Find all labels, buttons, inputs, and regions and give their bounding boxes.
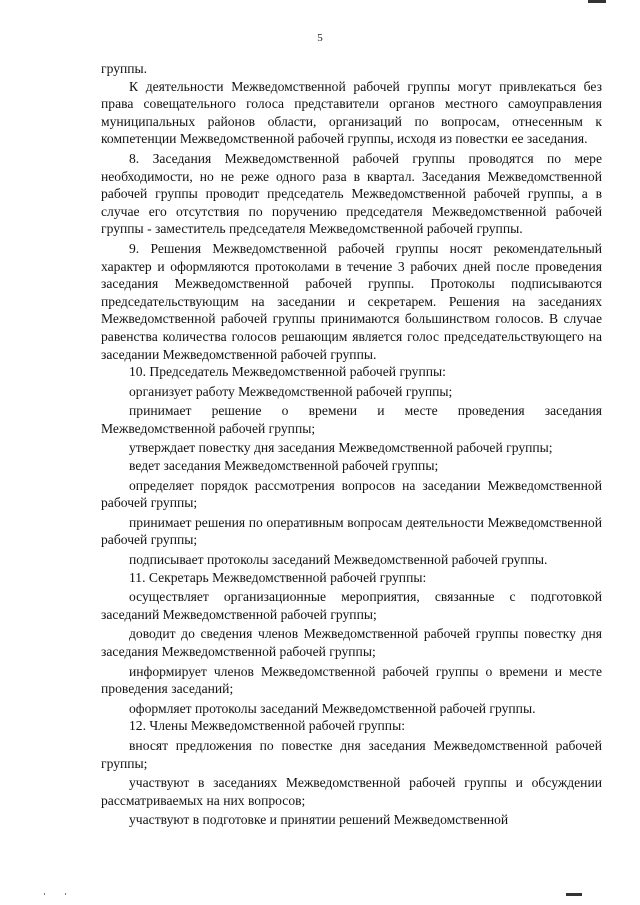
list-item-secretary-duty: доводит до сведения членов Межведомственной рабочей группы повестку дня заседания Межведомственной рабочей группы; [101, 626, 602, 659]
page-number: 5 [317, 32, 323, 44]
list-item-secretary-duty: оформляет протоколы заседаний Межведомственной рабочей группы. [129, 700, 536, 716]
list-item-member-duty: вносят предложения по повестке дня заседания Межведомственной рабочей группы; [101, 737, 602, 771]
paragraph-item-9-decisions: 9. Решения Межведомственной рабочей группы носят рекомендательный характер и оформляются протоколами в течение 3 рабочих дней после проведения заседания Межведомственной рабочей группы. Протоколы подписываются председательствующим на заседании и секретарем. Решения на заседаниях Межведомственной рабочей группы принимаются большинством голосов. В случае равенства количества голосов решающим является голос председательствующего на заседании Межведомственной рабочей группы. [101, 240, 602, 362]
list-item-secretary-duty: осуществляет организационные мероприятия, связанные с подготовкой заседаний Межведомственной рабочей группы; [101, 589, 602, 622]
list-item-chair-duty: ведет заседания Межведомственной рабочей группы; [129, 458, 439, 474]
list-item-chair-duty: принимает решения по оперативным вопросам деятельности Межведомственной рабочей группы; [101, 514, 602, 548]
scan-artifact-mark [566, 893, 582, 896]
list-item-chair-duty: утверждает повестку дня заседания Межведомственной рабочей группы; [129, 440, 553, 456]
scan-artifact-mark [588, 0, 606, 3]
paragraph-item-10-heading: 10. Председатель Межведомственной рабочей группы: [129, 364, 446, 380]
scan-artifact-mark [44, 893, 66, 895]
paragraph-item-8-meetings: 8. Заседания Межведомственной рабочей группы проводятся по мере необходимости, но не реже одного раза в квартал. Заседания Межведомственной рабочей группы проводит председатель Межведомственной рабочей группы, а в случае его отсутствия по поручению председателя Межведомственной рабочей группы - заместитель председателя Межведомственной рабочей группы. [101, 150, 602, 237]
list-item-chair-duty: определяет порядок рассмотрения вопросов на заседании Межведомственной рабочей группы; [101, 477, 602, 511]
list-item-secretary-duty: информирует членов Межведомственной рабочей группы о времени и месте проведения заседаний; [101, 663, 602, 697]
list-item-member-duty: участвуют в заседаниях Межведомственной рабочей группы и обсуждении рассматриваемых на них вопросов; [101, 775, 602, 808]
paragraph-item-12-heading: 12. Члены Межведомственной рабочей группы: [129, 718, 405, 734]
paragraph-item-11-heading: 11. Секретарь Межведомственной рабочей группы: [129, 569, 427, 585]
list-item-chair-duty: принимает решение о времени и месте проведения заседания Межведомственной рабочей группы; [101, 403, 602, 436]
document-body [101, 60, 602, 829]
paragraph-advisory-participants: К деятельности Межведомственной рабочей группы могут привлекаться без права совещательного голоса представители органов местного самоуправления муниципальных районов области, организаций по вопросам, отнесенным к компетенции Межведомственной рабочей группы, исходя из повестки ее заседания. [101, 78, 602, 147]
list-item-chair-duty: подписывает протоколы заседаний Межведомственной рабочей группы. [129, 552, 548, 568]
list-item-chair-duty: организует работу Межведомственной рабочей группы; [129, 383, 453, 399]
paragraph-continuation: группы. [101, 61, 148, 76]
list-item-member-duty: участвуют в подготовке и принятии решений Межведомственной [129, 812, 509, 828]
